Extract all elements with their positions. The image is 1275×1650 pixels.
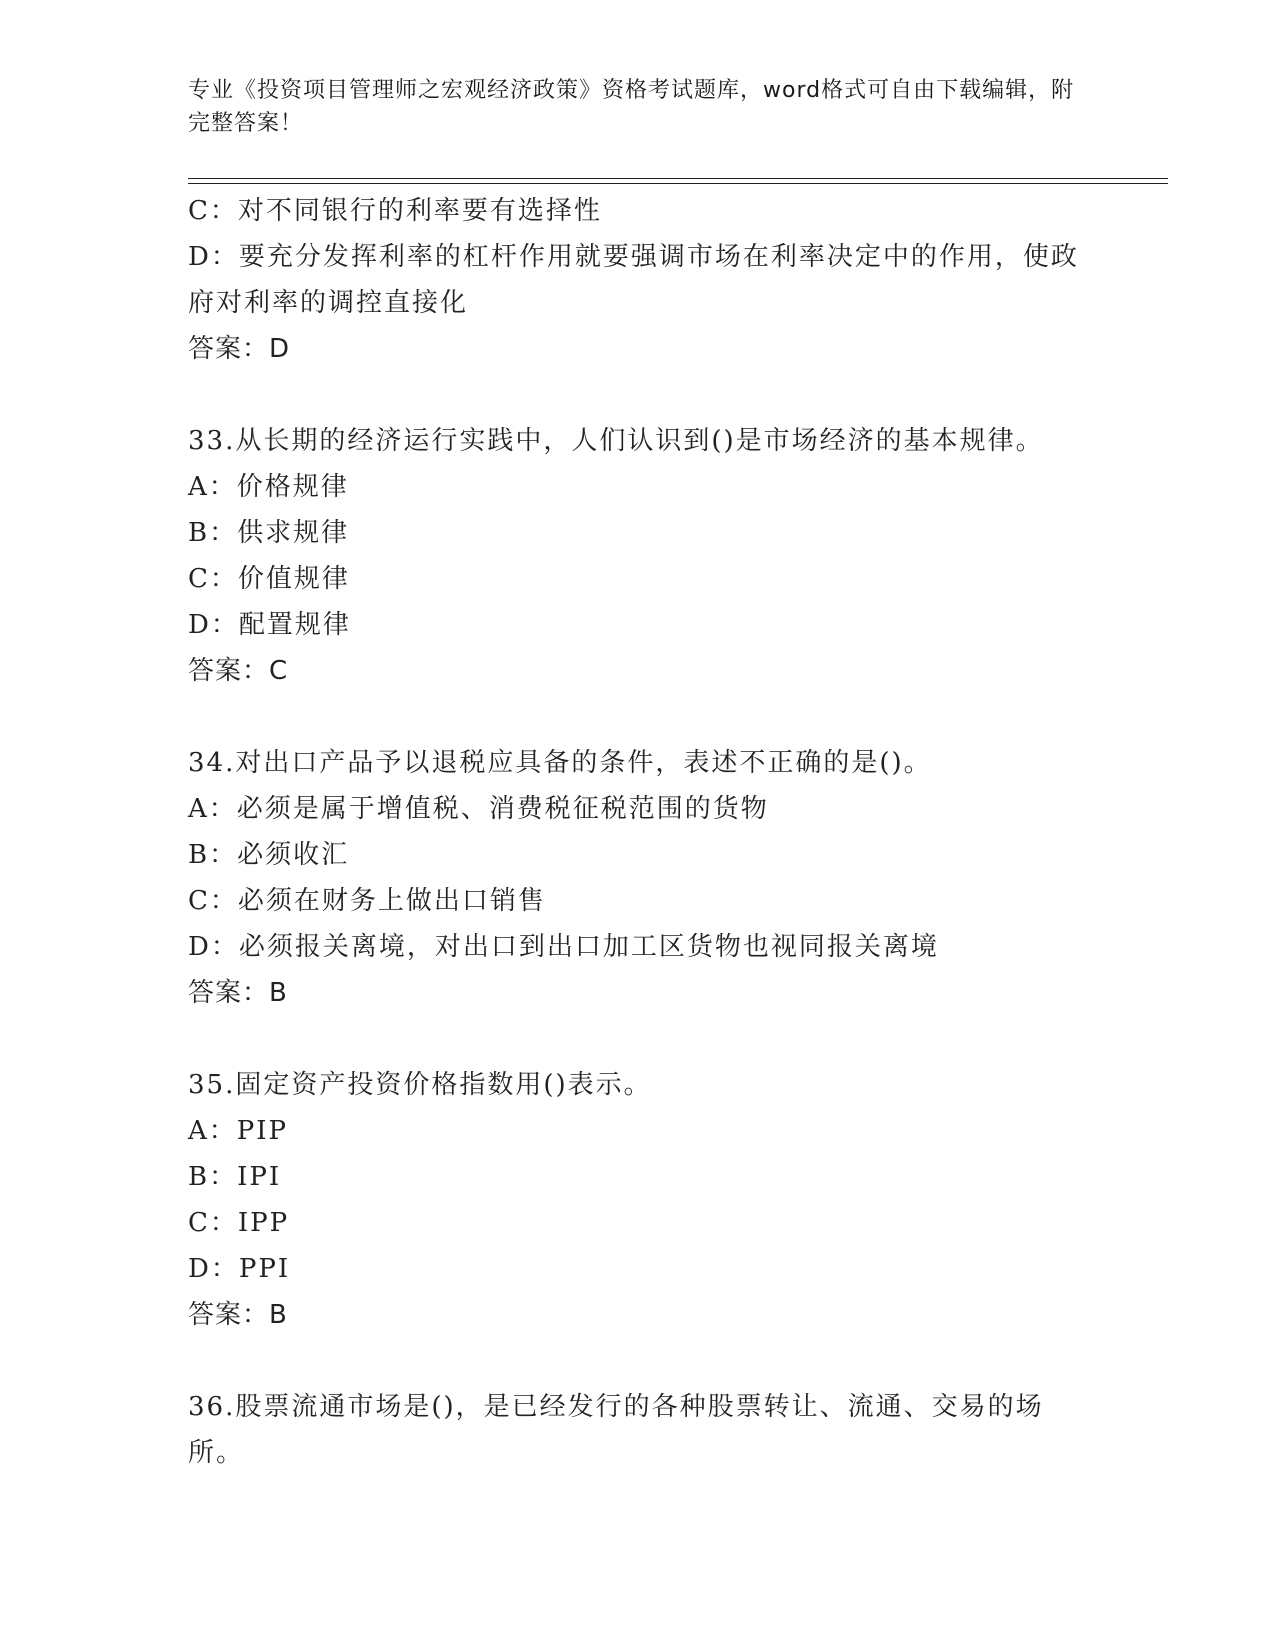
spacer <box>188 694 1088 740</box>
question-36 <box>188 1384 1088 1476</box>
option-b: B：IPI <box>188 1162 282 1192</box>
answer: 答案：B <box>188 978 288 1008</box>
option-b: B：供求规律 <box>188 518 350 548</box>
header-rule-top <box>188 178 1168 179</box>
answer: 答案：B <box>188 1300 288 1330</box>
question-33 <box>188 418 1088 694</box>
answer: 答案：C <box>188 656 289 686</box>
option-d: D：配置规律 <box>188 610 351 640</box>
question-title: 36.股票流通市场是()，是已经发行的各种股票转让、流通、交易的场所。 <box>188 1392 1044 1468</box>
option-c: C：对不同银行的利率要有选择性 <box>188 196 602 226</box>
option-d: D：PPI <box>188 1254 291 1284</box>
answer: 答案：D <box>188 334 291 364</box>
option-b: B：必须收汇 <box>188 840 350 870</box>
option-a: A：必须是属于增值税、消费税征税范围的货物 <box>188 794 769 824</box>
question-35 <box>188 1062 1088 1338</box>
spacer <box>188 1016 1088 1062</box>
option-c: C：IPP <box>188 1208 290 1238</box>
option-c: C：必须在财务上做出口销售 <box>188 886 546 916</box>
spacer <box>188 1338 1088 1384</box>
option-c: C：价值规律 <box>188 564 350 594</box>
question-34 <box>188 740 1088 1016</box>
option-d: D：要充分发挥利率的杠杆作用就要强调市场在利率决定中的作用，使政府对利率的调控直接化 <box>188 242 1079 318</box>
option-a: A：PIP <box>188 1116 289 1146</box>
option-d: D：必须报关离境，对出口到出口加工区货物也视同报关离境 <box>188 932 939 962</box>
question-title: 33.从长期的经济运行实践中，人们认识到()是市场经济的基本规律。 <box>188 426 1044 456</box>
question-title: 35.固定资产投资价格指数用()表示。 <box>188 1070 652 1100</box>
document-body <box>188 188 1088 1476</box>
header-rule-bottom <box>188 183 1168 184</box>
spacer <box>188 372 1088 418</box>
option-a: A：价格规律 <box>188 472 349 502</box>
question-title: 34.对出口产品予以退税应具备的条件，表述不正确的是()。 <box>188 748 932 778</box>
page-header: 专业《投资项目管理师之宏观经济政策》资格考试题库，word格式可自由下载编辑，附完整答案！ <box>188 78 1075 136</box>
